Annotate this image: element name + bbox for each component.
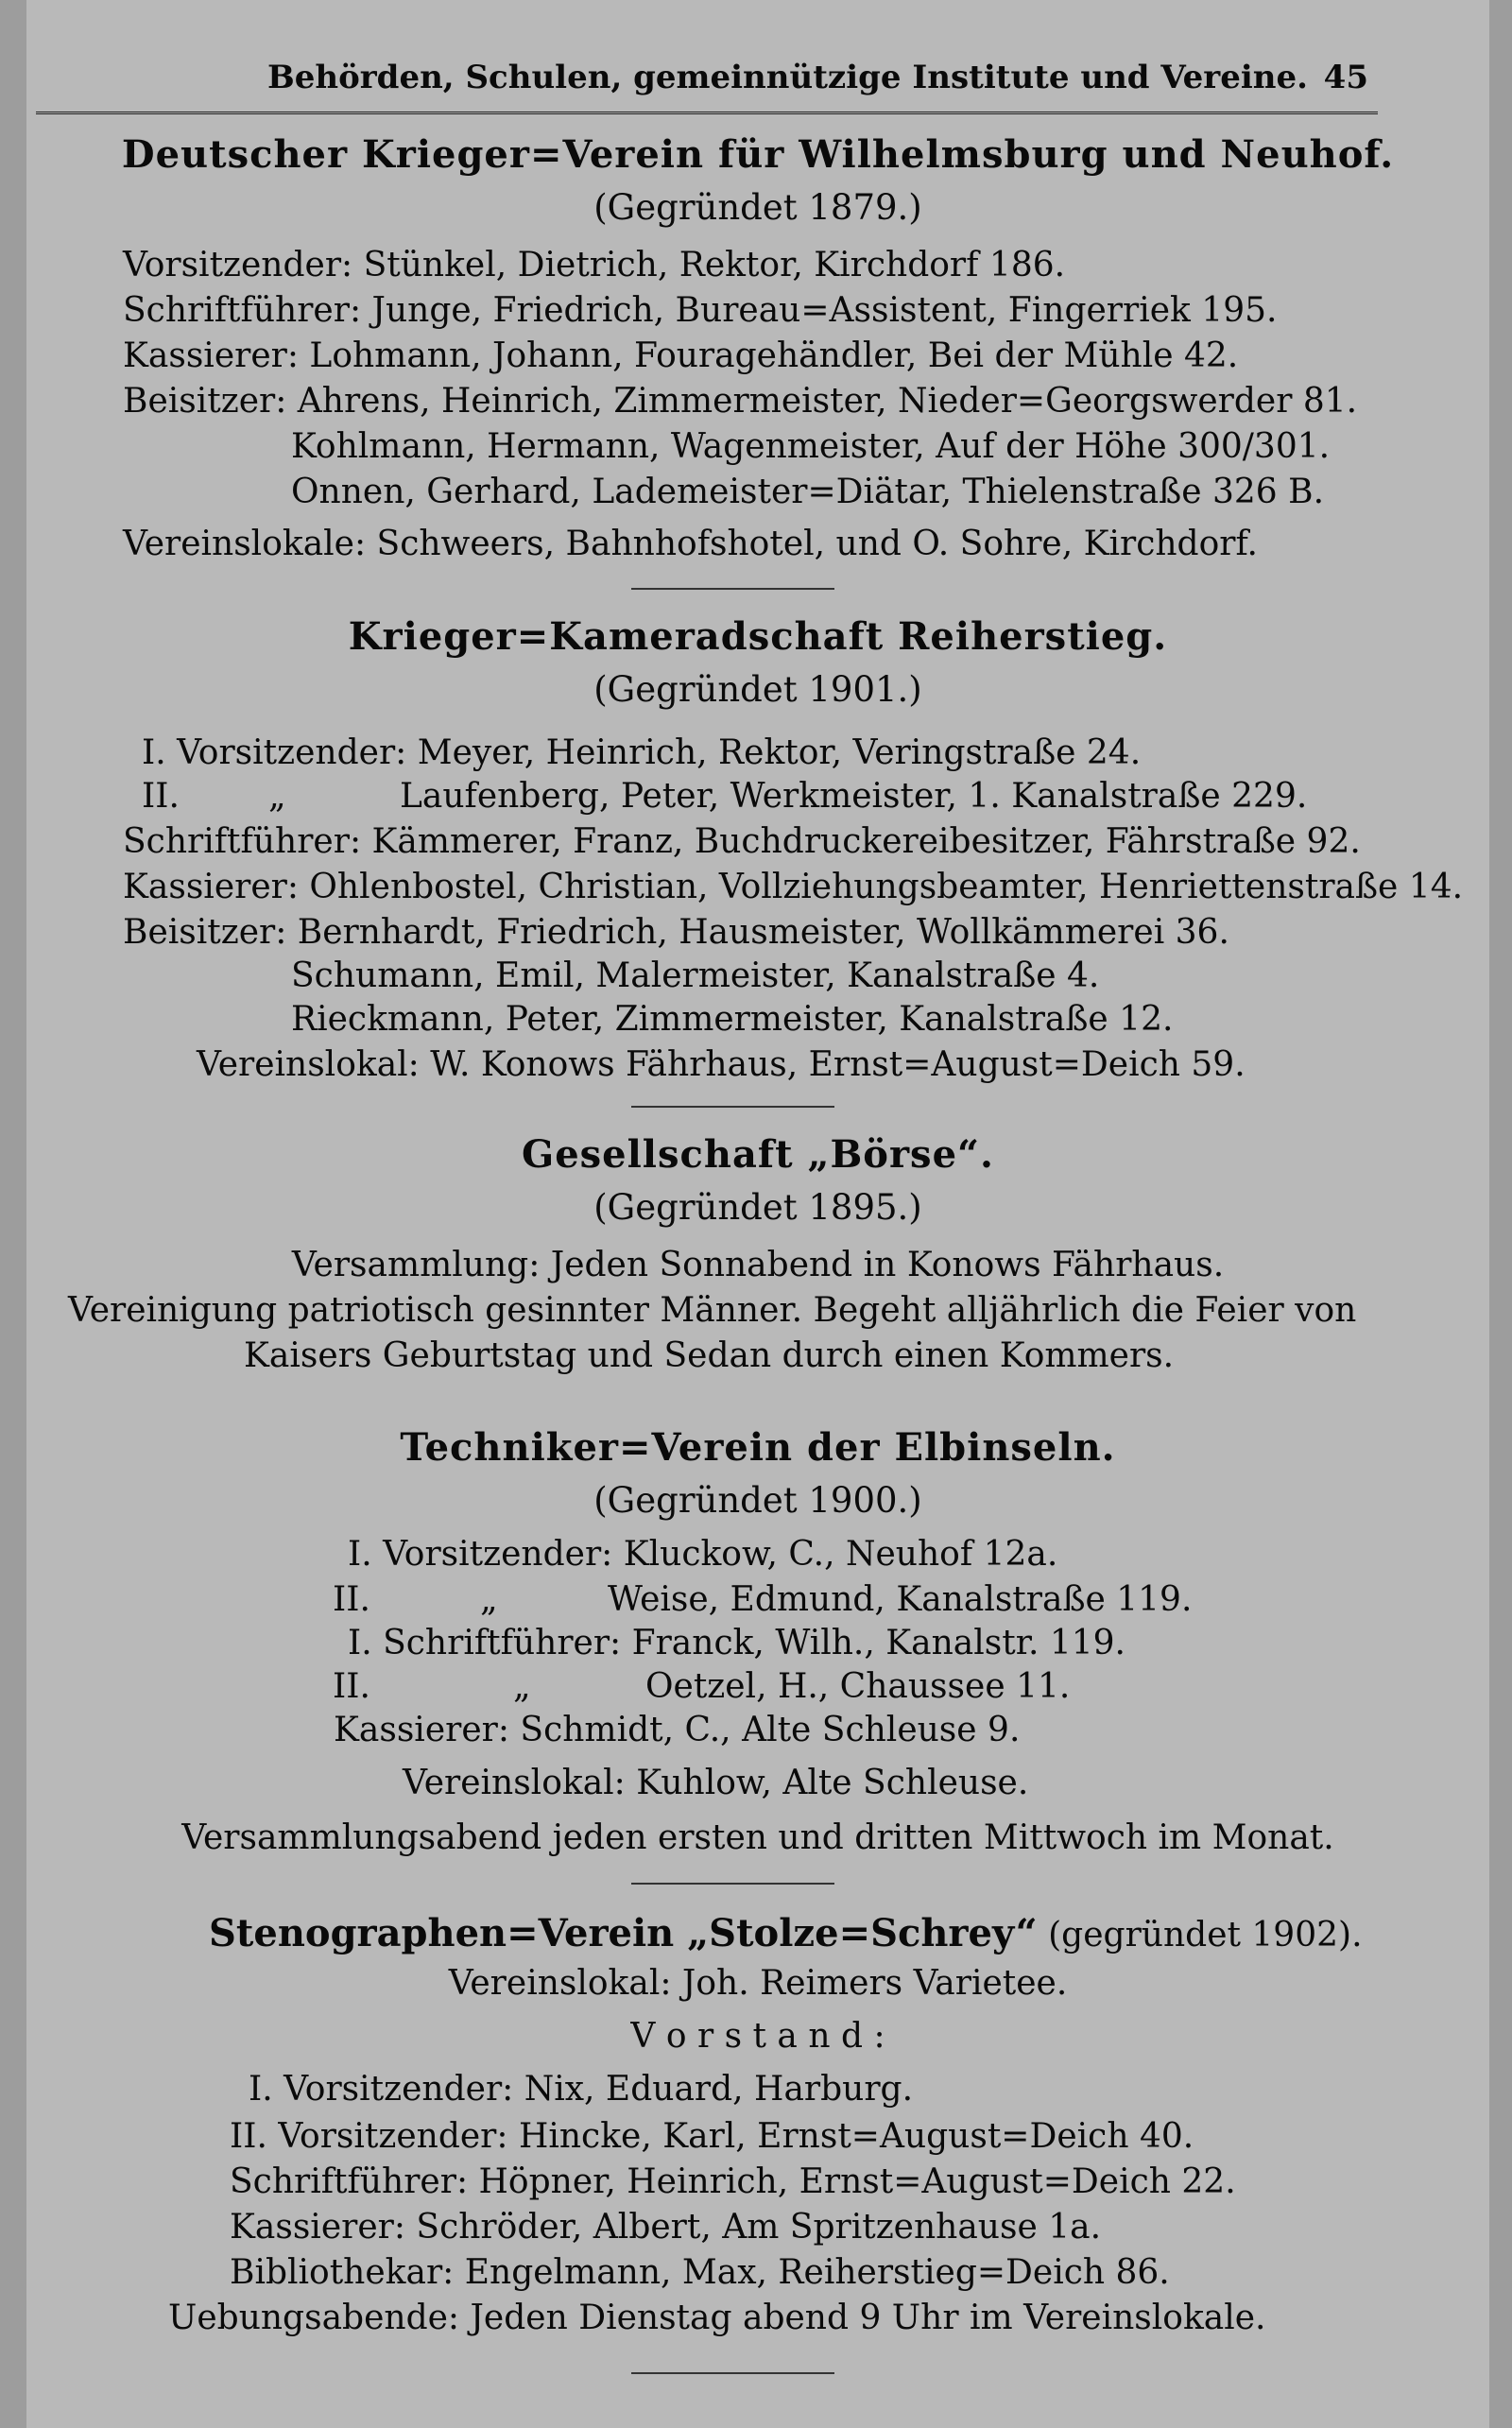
board-heading: V o r s t a n d : (630, 2017, 885, 2056)
section-divider (631, 1106, 834, 1108)
entry-line: Schumann, Emil, Malermeister, Kanalstraße 4. (291, 956, 1100, 995)
entry-line: Vereinigung patriotisch gesinnter Männer. Begeht alljährlich die Feier von (68, 1291, 1357, 1330)
entry-line: Vereinslokal: W. Konows Fährhaus, Ernst=August=Deich 59. (197, 1045, 1246, 1084)
section-founded: (Gegründet 1901.) (593, 669, 922, 710)
entry-line: Kassierer: Ohlenbostel, Christian, Vollziehungsbeamter, Henriettenstraße 14. (123, 868, 1464, 906)
section-gesellschaft-boerse (26, 1132, 1489, 1236)
running-header (26, 59, 1489, 106)
header-title: Behörden, Schulen, gemeinnützige Institute und Vereine. (267, 59, 1308, 96)
section-founded: (gegründet 1902). (1048, 1916, 1363, 1954)
section-title: Gesellschaft „Börse“. (522, 1132, 994, 1177)
entry-line-numeral: II. (333, 1667, 370, 1706)
entry-line: Vorsitzender: Stünkel, Dietrich, Rektor, Kirchdorf 186. (123, 246, 1066, 284)
entry-line: Vereinslokale: Schweers, Bahnhofshotel, und O. Sohre, Kirchdorf. (123, 525, 1258, 563)
section-krieger-verein (26, 132, 1489, 236)
section-title: Stenographen=Verein „Stolze=Schrey“ (209, 1911, 1038, 1955)
section-stenographen-verein (209, 1911, 1363, 1955)
entry-line: Oetzel, H., Chaussee 11. (645, 1667, 1071, 1706)
entry-line: Rieckmann, Peter, Zimmermeister, Kanalstraße 12. (291, 1000, 1174, 1039)
entry-line: Versammlungsabend jeden ersten und dritten Mittwoch im Monat. (181, 1818, 1334, 1857)
entry-line: Kassierer: Schröder, Albert, Am Spritzenhause 1a. (230, 2208, 1102, 2247)
document-page (26, 0, 1489, 2428)
entry-line-numeral: II. (333, 1580, 370, 1619)
ditto-mark: „ (513, 1667, 531, 1706)
entry-line: Kassierer: Lohmann, Johann, Fouragehändler, Bei der Mühle 42. (123, 336, 1239, 375)
section-founded: (Gegründet 1900.) (593, 1480, 922, 1521)
section-founded: (Gegründet 1879.) (593, 187, 922, 228)
entry-line: Schriftführer: Kämmerer, Franz, Buchdruckereibesitzer, Fährstraße 92. (123, 822, 1361, 861)
entry-line: Kohlmann, Hermann, Wagenmeister, Auf der Höhe 300/301. (291, 427, 1331, 466)
entry-line: Versammlung: Jeden Sonnabend in Konows Fährhaus. (291, 1246, 1225, 1284)
entry-line: I. Schriftführer: Franck, Wilh., Kanalstr. 119. (348, 1624, 1125, 1662)
section-title: Krieger=Kameradschaft Reiherstieg. (348, 614, 1168, 659)
section-founded: (Gegründet 1895.) (593, 1187, 922, 1228)
entry-line: Vereinslokal: Kuhlow, Alte Schleuse. (403, 1764, 1029, 1802)
section-divider (631, 588, 834, 590)
entry-line: Weise, Edmund, Kanalstraße 119. (608, 1580, 1193, 1619)
entry-line: I. Vorsitzender: Meyer, Heinrich, Rektor, Veringstraße 24. (142, 733, 1142, 772)
entry-line: Uebungsabende: Jeden Dienstag abend 9 Uhr im Vereinslokale. (168, 2299, 1266, 2337)
entry-line: I. Vorsitzender: Kluckow, C., Neuhof 12a. (348, 1535, 1058, 1574)
section-divider (631, 1883, 834, 1885)
header-rule (36, 112, 1378, 114)
entry-line-numeral: II. (142, 777, 180, 816)
entry-line: Bibliothekar: Engelmann, Max, Reiherstieg=Deich 86. (230, 2253, 1170, 2292)
entry-line: Beisitzer: Ahrens, Heinrich, Zimmermeister, Nieder=Georgswerder 81. (123, 382, 1358, 421)
entry-line: II. Vorsitzender: Hincke, Karl, Ernst=August=Deich 40. (230, 2117, 1194, 2156)
section-divider (631, 2372, 834, 2374)
section-krieger-kameradschaft (26, 614, 1489, 718)
entry-line: Kassierer: Schmidt, C., Alte Schleuse 9. (334, 1711, 1021, 1749)
entry-line: Vereinslokal: Joh. Reimers Varietee. (448, 1964, 1068, 2003)
section-title: Deutscher Krieger=Verein für Wilhelmsburg und Neuhof. (121, 132, 1395, 177)
entry-line: Laufenberg, Peter, Werkmeister, 1. Kanalstraße 229. (400, 777, 1308, 816)
section-title: Techniker=Verein der Elbinseln. (400, 1425, 1116, 1470)
entry-line: Beisitzer: Bernhardt, Friedrich, Hausmeister, Wollkämmerei 36. (123, 913, 1229, 952)
entry-line: I. Vorsitzender: Nix, Eduard, Harburg. (249, 2070, 914, 2109)
entry-line: Kaisers Geburtstag und Sedan durch einen Kommers. (244, 1336, 1175, 1375)
entry-line: Schriftführer: Junge, Friedrich, Bureau=Assistent, Fingerriek 195. (123, 291, 1278, 330)
section-techniker-verein (26, 1425, 1489, 1529)
ditto-mark: „ (268, 777, 286, 816)
entry-line: Schriftführer: Höpner, Heinrich, Ernst=August=Deich 22. (230, 2162, 1236, 2201)
ditto-mark: „ (480, 1580, 498, 1619)
entry-line: Onnen, Gerhard, Lademeister=Diätar, Thielenstraße 326 B. (291, 473, 1325, 511)
page-number: 45 (1323, 59, 1368, 96)
